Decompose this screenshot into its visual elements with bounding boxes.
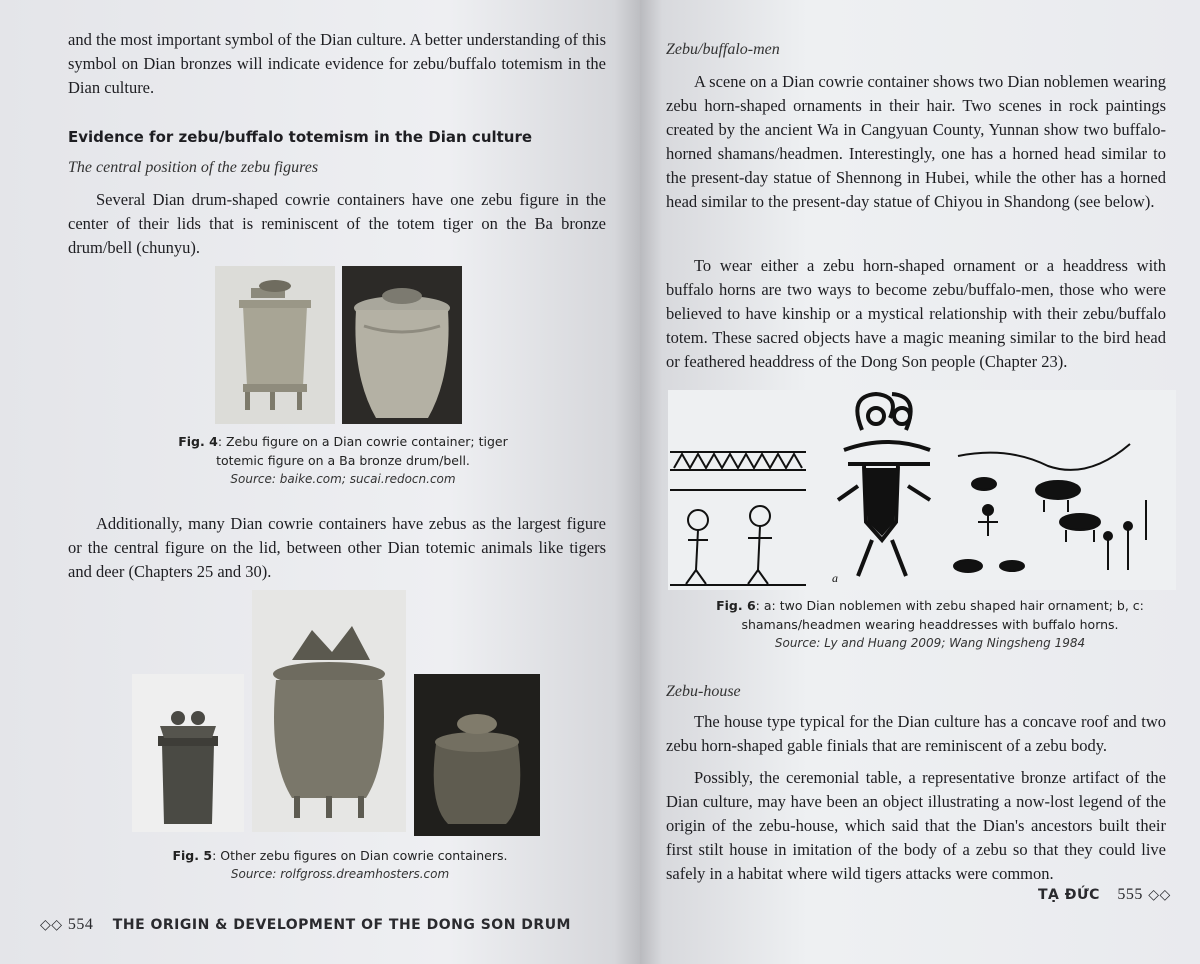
fig4-caption — [178, 432, 508, 470]
diamond-ornament-icon: ◇◇ — [1148, 887, 1171, 903]
fig6-caption-text: : a: two Dian noblemen with zebu shaped hair ornament; b, c: shamans/headmen wearing headdresses with buffalo horns. — [741, 598, 1144, 632]
fig4-photo-ba-drum — [342, 266, 462, 424]
fig5-photo-right — [414, 674, 540, 836]
fig5-label: Fig. 5 — [172, 848, 213, 863]
left-para-top: and the most important symbol of the Dian culture. A better understanding of this symbol on Dian bronzes will indicate evidence for zebu/buffalo totemism in the Dian culture. — [68, 30, 606, 97]
fig5-photo-left — [132, 674, 244, 832]
fig4-caption-text: : Zebu figure on a Dian cowrie container; tiger totemic figure on a Ba bronze drum/bell. — [216, 434, 508, 468]
fig6-illustration — [668, 390, 1176, 590]
diamond-ornament-icon: ◇◇ — [40, 917, 63, 933]
fig5-photo-center — [252, 590, 406, 832]
fig6-source: Source: Ly and Huang 2009; Wang Ningsheng 1984 — [774, 636, 1086, 650]
section-heading: Evidence for zebu/buffalo totemism in the Dian culture — [68, 128, 533, 146]
right-para-1: A scene on a Dian cowrie container shows two Dian noblemen wearing zebu horn-shaped ornaments in their hair. Two scenes in rock paintings created by the ancient Wa in Cangyuan County, Yunnan show two buffalo-horned shamans/headmen. Interestingly, one has a horned head similar to the present-day statue of Shennong in Hubei, while the other has a horned head similar to the present-day statue of Chiyou in Shandong (see below). — [666, 72, 1166, 211]
fig6-caption — [700, 596, 1160, 634]
fig5-caption-text: : Other zebu figures on Dian cowrie containers. — [212, 848, 508, 863]
right-page — [640, 0, 1200, 964]
right-para-2: To wear either a zebu horn-shaped ornament or a headdress with buffalo horns are two ways to become zebu/buffalo-men, those who were believed to have kinship or a mystical relationship with their zebu/buffalo totem. These sacred objects have a magic meaning similar to the bird head or feathered headdress of the Dong Son people (Chapter 23). — [666, 256, 1166, 371]
left-footer — [40, 916, 571, 934]
fig5-source: Source: rolfgross.dreamhosters.com — [230, 867, 450, 881]
right-subheading-2: Zebu-house — [666, 683, 741, 700]
fig5-caption — [160, 846, 520, 865]
right-subheading-1: Zebu/buffalo-men — [666, 41, 780, 58]
fig4-photo-zebu-container — [215, 266, 335, 424]
right-para-4: Possibly, the ceremonial table, a representative bronze artifact of the Dian culture, may have been an object illustrating a now-lost legend of the origin of the zebu-house, which said that the Dian's ancestors built their first stilt house in imitation of the body of a zebu so that they could live safely in a habitat where wild tigers attacks were common. — [666, 768, 1166, 883]
left-para-3: Additionally, many Dian cowrie containers have zebus as the largest figure or the central figure on the lid, between other Dian totemic animals like tigers and deer (Chapters 25 and 30). — [68, 514, 606, 581]
fig4-label: Fig. 4 — [178, 434, 218, 449]
right-para-3: The house type typical for the Dian culture has a concave roof and two zebu horn-shaped gable finials that are reminiscent of a zebu body. — [666, 712, 1166, 755]
left-page-number: 554 — [67, 916, 94, 933]
left-running-title: THE ORIGIN & DEVELOPMENT OF THE DONG SON DRUM — [112, 917, 571, 933]
left-para-2: Several Dian drum-shaped cowrie containers have one zebu figure in the center of their lids that is reminiscent of the totem tiger on the Ba bronze drum/bell (chunyu). — [68, 190, 606, 257]
right-running-title: TẠ ĐỨC — [1038, 887, 1100, 903]
left-subheading: The central position of the zebu figures — [68, 159, 319, 176]
fig6-panel-label: a — [832, 571, 838, 585]
fig6-label: Fig. 6 — [716, 598, 756, 613]
right-page-number: 555 — [1117, 886, 1143, 903]
fig4-source: Source: baike.com; sucai.redocn.com — [230, 472, 456, 486]
right-footer — [1038, 886, 1171, 904]
